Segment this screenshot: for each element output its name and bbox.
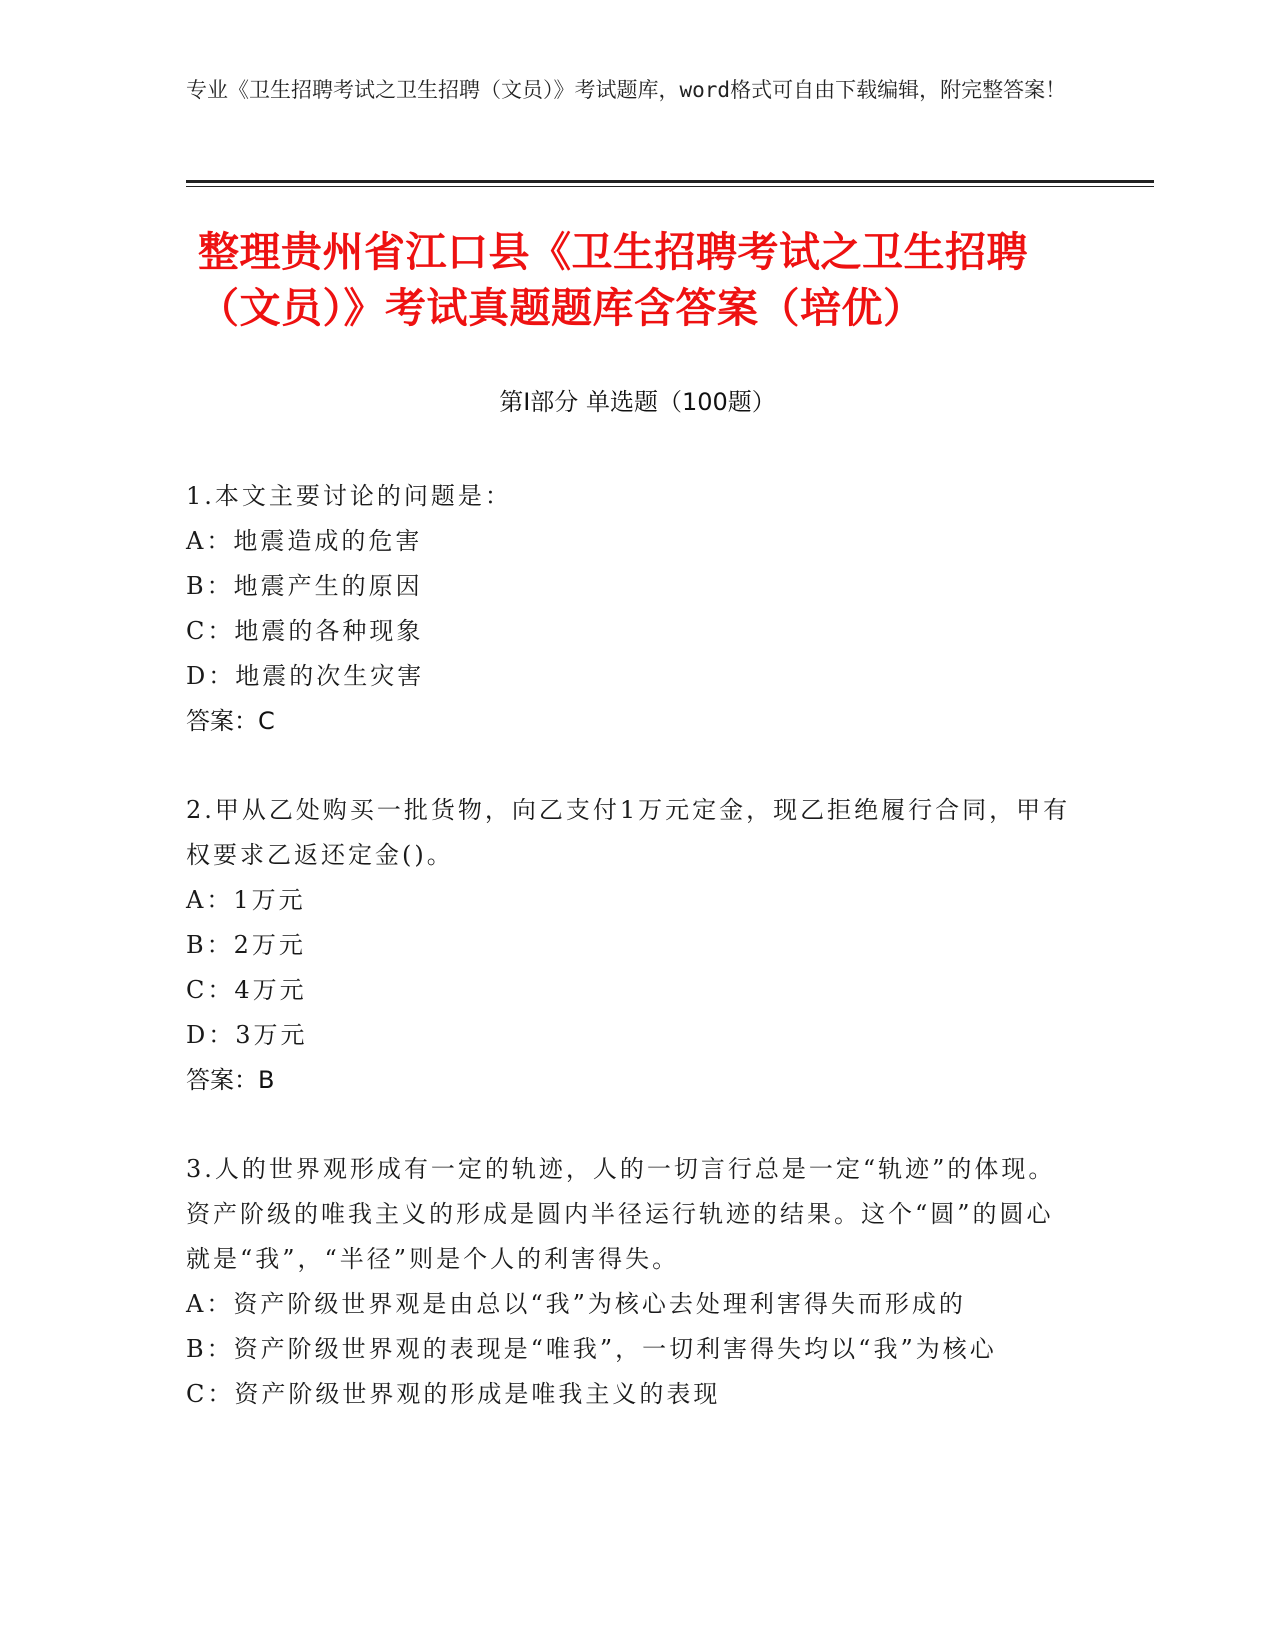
question-text: 3.人的世界观形成有一定的轨迹，人的一切言行总是一定“轨迹”的体现。资产阶级的唯我主义的形成是圆内半径运行轨迹的结果。这个“圆”的圆心就是“我”，“半径”则是个人的利害得失。 xyxy=(186,1155,1056,1273)
question-text: 2.甲从乙处购买一批货物，向乙支付1万元定金，现乙拒绝履行合同，甲有权要求乙返还定金()。 xyxy=(186,796,1071,869)
option-c: C：资产阶级世界观的形成是唯我主义的表现 xyxy=(186,1380,721,1408)
option-c: C：4万元 xyxy=(186,976,307,1004)
option-b: B：资产阶级世界观的表现是“唯我”，一切利害得失均以“我”为核心 xyxy=(186,1335,997,1363)
option-a: A：资产阶级世界观是由总以“我”为核心去处理利害得失而形成的 xyxy=(186,1290,966,1318)
question-3 xyxy=(186,1147,1076,1417)
question-list xyxy=(186,474,1076,1461)
option-d: D：地震的次生灾害 xyxy=(186,662,425,690)
section-title: 第Ⅰ部分 单选题（100题） xyxy=(499,388,776,416)
question-1 xyxy=(186,474,1076,744)
answer-label: 答案：C xyxy=(186,707,275,735)
document-title: 整理贵州省江口县《卫生招聘考试之卫生招聘（文员）》考试真题题库含答案（培优） xyxy=(198,228,1028,332)
option-b: B：地震产生的原因 xyxy=(186,572,423,600)
question-2 xyxy=(186,788,1076,1103)
question-text: 1.本文主要讨论的问题是： xyxy=(186,482,512,510)
header-note: 专业《卫生招聘考试之卫生招聘（文员）》考试题库，word格式可自由下载编辑，附完整答案！ xyxy=(186,78,1067,102)
option-a: A：1万元 xyxy=(186,886,306,914)
header-divider-thin xyxy=(186,186,1154,187)
header-divider-thick xyxy=(186,180,1154,183)
option-a: A：地震造成的危害 xyxy=(186,527,423,555)
option-c: C：地震的各种现象 xyxy=(186,617,424,645)
option-b: B：2万元 xyxy=(186,931,306,959)
answer-label: 答案：B xyxy=(186,1066,275,1094)
option-d: D：3万元 xyxy=(186,1021,308,1049)
